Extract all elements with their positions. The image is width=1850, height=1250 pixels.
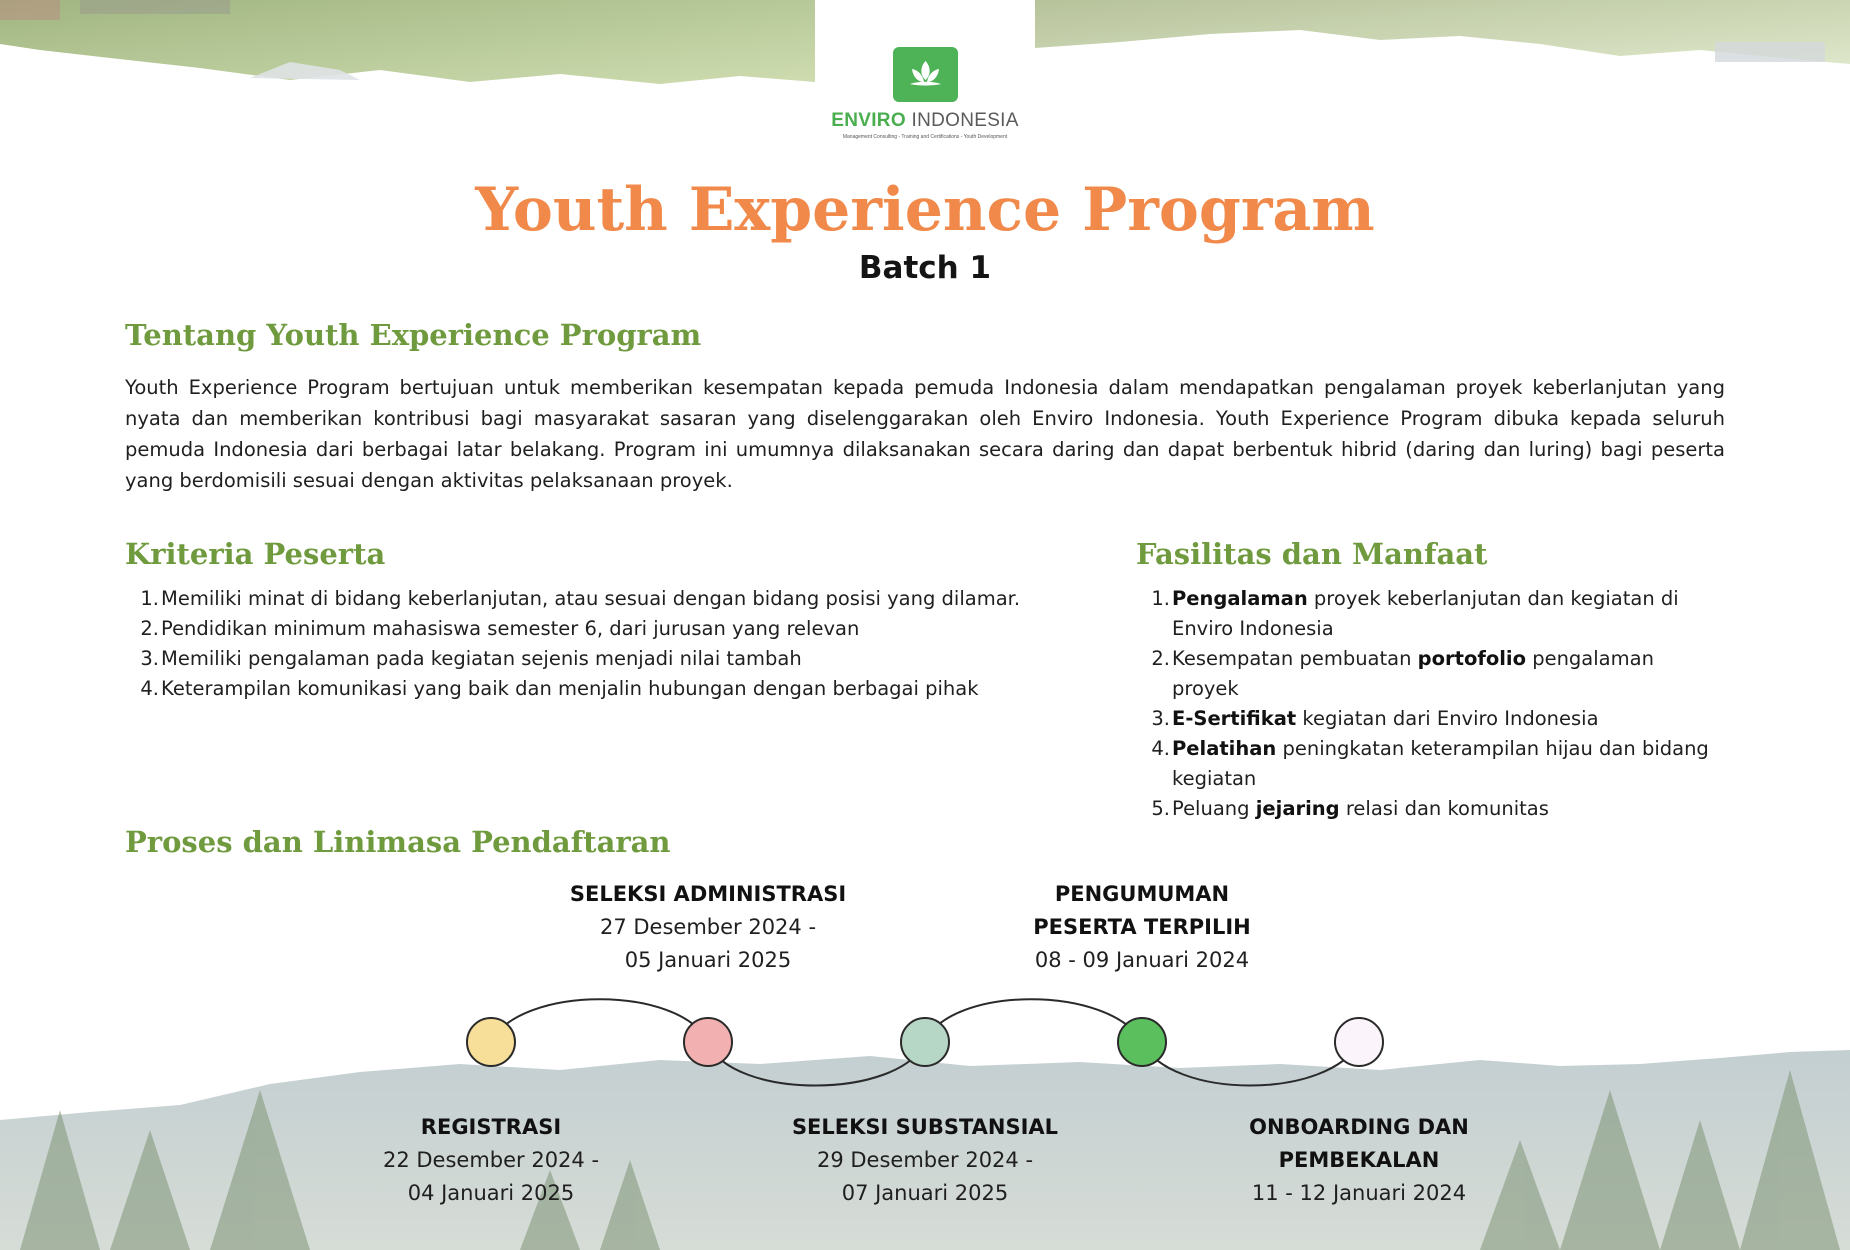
- step-date: 07 Januari 2025: [841, 1181, 1009, 1205]
- list-item: 3. E-Sertifikat kegiatan dari Enviro Indonesia: [1151, 707, 1599, 730]
- logo-name-part2: INDONESIA: [911, 110, 1019, 131]
- step-date: 22 Desember 2024 -: [382, 1148, 600, 1172]
- timeline-heading: Proses dan Linimasa Pendaftaran: [125, 825, 671, 859]
- timeline-step-substansial: [755, 1111, 1095, 1210]
- timeline-step-pengumuman: [972, 878, 1312, 977]
- list-item: 1. Memiliki minat di bidang keberlanjutan, atau sesuai dengan bidang posisi yang dilamar.: [140, 587, 1021, 610]
- benefits-heading: Fasilitas dan Manfaat: [1136, 537, 1488, 571]
- step-date: 11 - 12 Januari 2024: [1251, 1181, 1467, 1205]
- timeline-step-onboarding: [1189, 1111, 1529, 1210]
- list-item: 3. Memiliki pengalaman pada kegiatan sejenis menjadi nilai tambah: [140, 647, 802, 670]
- step-title: ONBOARDING DAN: [1249, 1115, 1469, 1139]
- page-title: Youth Experience Program: [475, 175, 1375, 245]
- timeline-node-substansial: [901, 1018, 949, 1066]
- step-title: SELEKSI ADMINISTRASI: [569, 882, 847, 906]
- list-item: 1. Pengalaman proyek keberlanjutan dan kegiatan di Enviro Indonesia: [1151, 587, 1679, 640]
- list-item: 4. Pelatihan peningkatan keterampilan hijau dan bidang kegiatan: [1151, 737, 1709, 790]
- timeline-node-onboarding: [1335, 1018, 1383, 1066]
- timeline-node-registrasi: [467, 1018, 515, 1066]
- list-item: 5. Peluang jejaring relasi dan komunitas: [1151, 797, 1549, 820]
- step-title: PENGUMUMAN: [1054, 882, 1230, 906]
- step-title: SELEKSI SUBSTANSIAL: [791, 1115, 1059, 1139]
- list-item: 2. Kesempatan pembuatan portofolio pengalaman proyek: [1151, 647, 1654, 700]
- step-date: 04 Januari 2025: [407, 1181, 575, 1205]
- step-title: REGISTRASI: [420, 1115, 562, 1139]
- timeline-node-pengumuman: [1118, 1018, 1166, 1066]
- list-item: 4. Keterampilan komunikasi yang baik dan menjalin hubungan dengan berbagai pihak: [140, 677, 979, 700]
- about-heading: Tentang Youth Experience Program: [125, 318, 702, 352]
- step-date: 05 Januari 2025: [624, 948, 792, 972]
- timeline-step-administrasi: [538, 878, 878, 977]
- criteria-heading: Kriteria Peserta: [125, 537, 386, 571]
- step-title: PESERTA TERPILIH: [1033, 915, 1251, 939]
- timeline-node-administrasi: [684, 1018, 732, 1066]
- timeline-step-registrasi: [321, 1111, 661, 1210]
- step-date: 29 Desember 2024 -: [816, 1148, 1034, 1172]
- about-paragraph: Youth Experience Program bertujuan untuk memberikan kesempatan kepada pemuda Indonesia dalam mendapatkan pengalaman proyek keberlanjutan yang nyata dan memberikan kontribusi bagi masyarakat sasaran yang diselenggarakan oleh Enviro Indonesia. Youth Experience Program dibuka kepada seluruh pemuda Indonesia dari berbagai latar belakang. Program ini umumnya dilaksanakan secara daring dan dapat berbentuk hibrid (daring dan luring) bagi peserta yang berdomisili sesuai dengan aktivitas pelaksanaan proyek.: [125, 376, 1725, 492]
- page-subtitle: Batch 1: [858, 250, 992, 286]
- logo-tagline: Management Consulting - Training and Certifications - Youth Development: [842, 134, 1008, 140]
- list-item: 2. Pendidikan minimum mahasiswa semester 6, dari jurusan yang relevan: [140, 617, 860, 640]
- logo-name-part1: ENVIRO: [831, 110, 906, 131]
- step-title: PEMBEKALAN: [1278, 1148, 1440, 1172]
- step-date: 27 Desember 2024 -: [599, 915, 817, 939]
- step-date: 08 - 09 Januari 2024: [1034, 948, 1250, 972]
